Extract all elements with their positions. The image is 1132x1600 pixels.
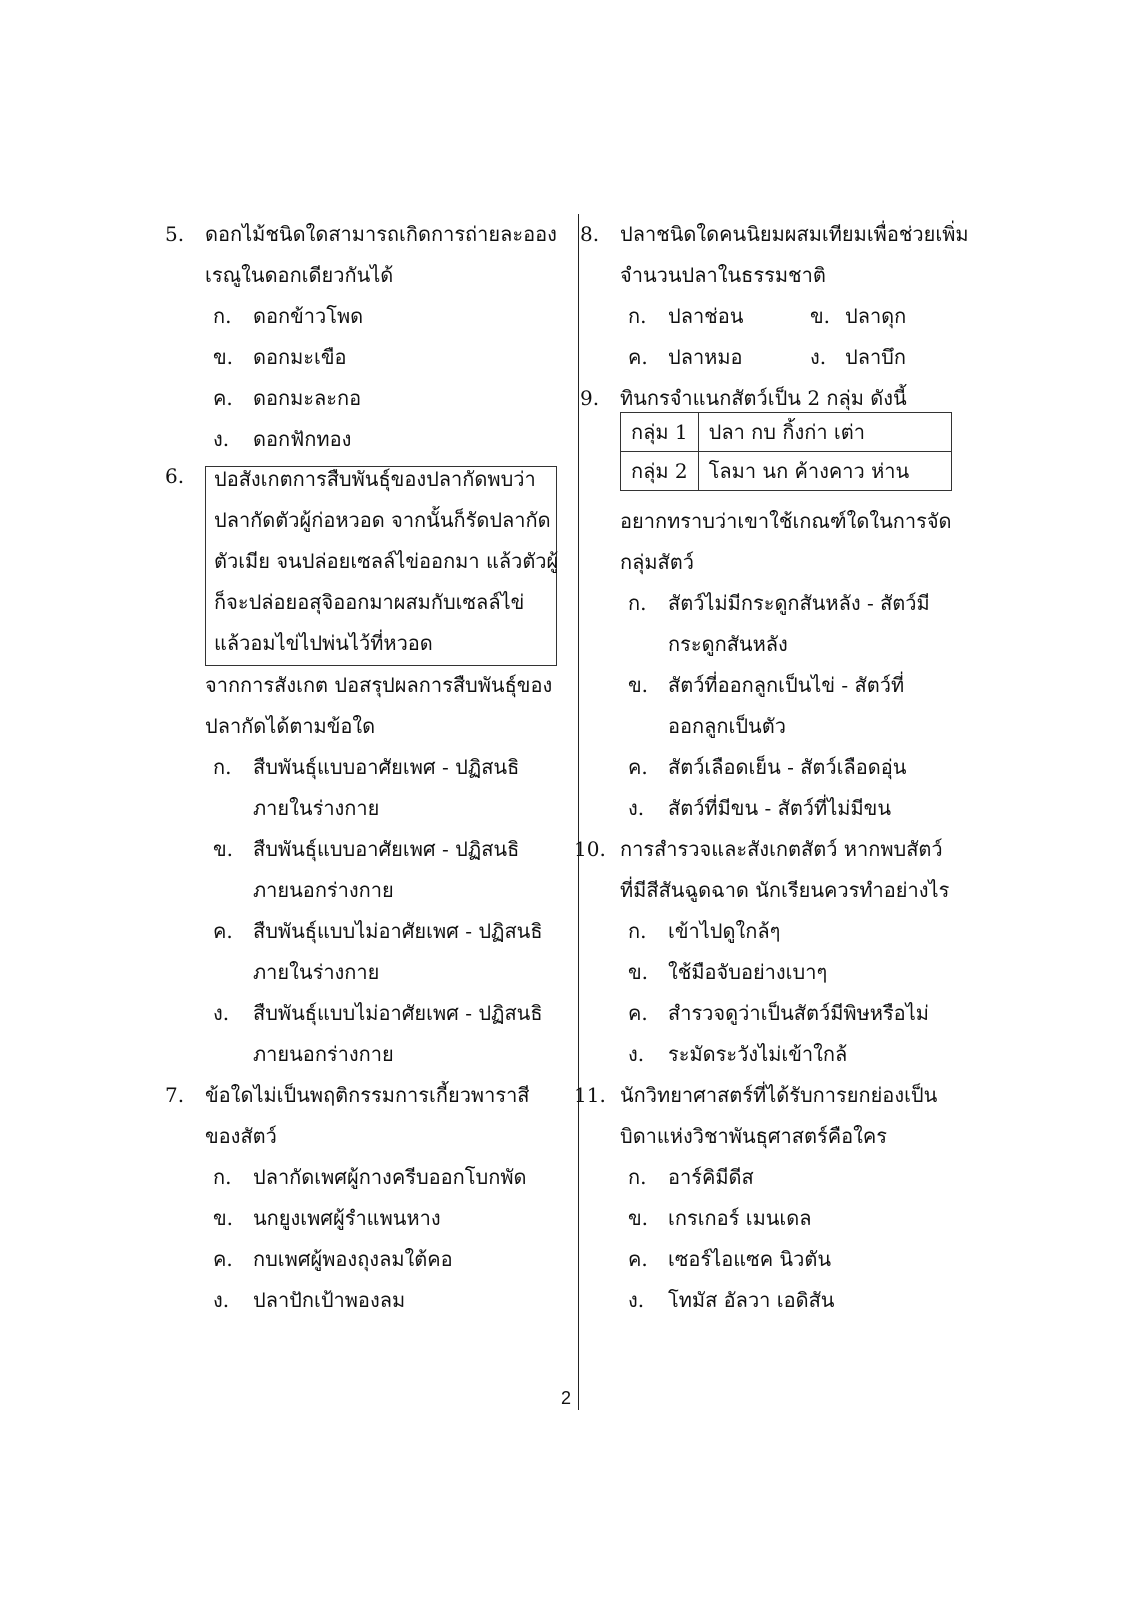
animal-group-table bbox=[620, 412, 952, 491]
question-number: 7. bbox=[165, 1083, 185, 1107]
question-stem: การสำรวจและสังเกตสัตว์ หากพบสัตว์ bbox=[620, 837, 943, 861]
option bbox=[580, 1198, 980, 1239]
option-letter: ง. bbox=[628, 796, 645, 820]
option bbox=[580, 1280, 980, 1321]
option bbox=[165, 419, 565, 460]
option bbox=[580, 583, 980, 624]
option-pair bbox=[580, 296, 980, 337]
option-text: สำรวจดูว่าเป็นสัตว์มีพิษหรือไม่ bbox=[668, 1001, 929, 1025]
option bbox=[165, 1239, 565, 1280]
option-text: สัตว์ที่มีขน - สัตว์ที่ไม่มีขน bbox=[668, 796, 891, 820]
option-text: ภายในร่างกาย bbox=[253, 960, 380, 984]
question-number: 10. bbox=[574, 837, 606, 861]
option bbox=[580, 952, 980, 993]
option-letter: ค. bbox=[628, 345, 648, 369]
scenario-line: ปอสังเกตการสืบพันธุ์ของปลากัดพบว่า bbox=[214, 467, 536, 491]
option-letter: ค. bbox=[213, 1247, 233, 1271]
option bbox=[580, 911, 980, 952]
option-letter: ก. bbox=[213, 1165, 232, 1189]
page-number: 2 bbox=[560, 1388, 571, 1408]
option-continued bbox=[580, 706, 980, 747]
option-continued bbox=[580, 624, 980, 665]
question-8-line-1 bbox=[580, 214, 980, 255]
option-letter: ค. bbox=[628, 1247, 648, 1271]
option-letter: ค. bbox=[628, 755, 648, 779]
option-text: สัตว์ที่ออกลูกเป็นไข่ - สัตว์ที่ bbox=[668, 673, 905, 697]
right-column bbox=[574, 214, 980, 1321]
option-text: ดอกข้าวโพด bbox=[253, 304, 364, 328]
option-continued bbox=[165, 788, 565, 829]
group-members-cell: โลมา นก ค้างคาว ห่าน bbox=[698, 452, 951, 491]
table-row bbox=[621, 452, 952, 491]
option bbox=[165, 337, 565, 378]
option-letter: ค. bbox=[628, 1001, 648, 1025]
question-stem: จำนวนปลาในธรรมชาติ bbox=[620, 263, 826, 287]
question-6-stem-2 bbox=[165, 706, 565, 747]
question-7-line-2 bbox=[165, 1116, 565, 1157]
option-letter: ข. bbox=[628, 673, 649, 697]
option-text: ปลาช่อน bbox=[668, 304, 744, 328]
question-stem: ข้อใดไม่เป็นพฤติกรรมการเกี้ยวพาราสี bbox=[205, 1083, 530, 1107]
option-text: สืบพันธุ์แบบไม่อาศัยเพศ - ปฏิสนธิ bbox=[253, 1001, 543, 1025]
option-letter: ง. bbox=[628, 1288, 645, 1312]
question-stem: กลุ่มสัตว์ bbox=[620, 550, 694, 574]
option bbox=[580, 1157, 980, 1198]
question-stem: จากการสังเกต ปอสรุปผลการสืบพันธุ์ของ bbox=[205, 673, 553, 697]
option-text: ภายนอกร่างกาย bbox=[253, 878, 394, 902]
option-letter: ง. bbox=[213, 1288, 230, 1312]
option-continued bbox=[165, 1034, 565, 1075]
question-stem: บิดาแห่งวิชาพันธุศาสตร์คือใคร bbox=[620, 1124, 887, 1148]
option-continued bbox=[165, 870, 565, 911]
question-stem: ของสัตว์ bbox=[205, 1124, 277, 1148]
option-text: สัตว์เลือดเย็น - สัตว์เลือดอุ่น bbox=[668, 755, 907, 779]
option bbox=[580, 993, 980, 1034]
option-letter: ข. bbox=[213, 837, 234, 861]
option-letter: ง. bbox=[213, 427, 230, 451]
group-members-cell: ปลา กบ กิ้งก่า เต่า bbox=[698, 413, 951, 452]
option-letter: ก. bbox=[628, 304, 647, 328]
question-stem: ปลากัดได้ตามข้อใด bbox=[205, 714, 376, 738]
group-name-cell: กลุ่ม 2 bbox=[621, 452, 699, 491]
option bbox=[165, 911, 565, 952]
option-letter: ค. bbox=[213, 919, 233, 943]
option-text: ปลาบึก bbox=[845, 345, 906, 369]
option bbox=[165, 829, 565, 870]
option-text: อาร์คิมีดีส bbox=[668, 1165, 754, 1189]
option-text: เซอร์ไอแซค นิวตัน bbox=[668, 1247, 831, 1271]
option-letter: ข. bbox=[628, 1206, 649, 1230]
question-number: 8. bbox=[580, 222, 600, 246]
left-column bbox=[165, 214, 565, 1321]
scenario-line: ก็จะปล่อยอสุจิออกมาผสมกับเซลล์ไข่ bbox=[214, 590, 525, 614]
question-stem: นักวิทยาศาสตร์ที่ได้รับการยกย่องเป็น bbox=[620, 1083, 938, 1107]
option-letter: ก. bbox=[628, 591, 647, 615]
option bbox=[165, 993, 565, 1034]
option-letter: ง. bbox=[213, 1001, 230, 1025]
option-text: ระมัดระวังไม่เข้าใกล้ bbox=[668, 1042, 848, 1066]
question-8-line-2 bbox=[580, 255, 980, 296]
option-text: ภายนอกร่างกาย bbox=[253, 1042, 394, 1066]
question-11-line-2 bbox=[580, 1116, 980, 1157]
option bbox=[580, 1034, 980, 1075]
option-text: ดอกมะละกอ bbox=[253, 386, 362, 410]
option-letter: ข. bbox=[628, 960, 649, 984]
option-letter: ข. bbox=[213, 345, 234, 369]
option-text: สืบพันธุ์แบบไม่อาศัยเพศ - ปฏิสนธิ bbox=[253, 919, 543, 943]
option-text: นกยูงเพศผู้รำแพนหาง bbox=[253, 1206, 441, 1230]
question-5-line-1 bbox=[165, 214, 565, 255]
option-text: ใช้มือจับอย่างเบาๆ bbox=[668, 960, 828, 984]
option-text: ออกลูกเป็นตัว bbox=[668, 714, 786, 738]
option-text: สัตว์ไม่มีกระดูกสันหลัง - สัตว์มี bbox=[668, 591, 930, 615]
option bbox=[165, 1157, 565, 1198]
question-number: 11. bbox=[574, 1083, 606, 1107]
option-letter: ข. bbox=[213, 1206, 234, 1230]
option bbox=[580, 747, 980, 788]
option-text: ปลาดุก bbox=[845, 304, 907, 328]
question-6-number: 6. bbox=[165, 464, 185, 488]
scenario-line: แล้วอมไข่ไปพ่นไว้ที่หวอด bbox=[214, 631, 433, 655]
option-text: สืบพันธุ์แบบอาศัยเพศ - ปฏิสนธิ bbox=[253, 837, 520, 861]
question-number: 5. bbox=[165, 222, 185, 246]
question-6-stem-1 bbox=[165, 665, 565, 706]
question-7-line-1 bbox=[165, 1075, 565, 1116]
option-text: ปลาปักเป้าพองลม bbox=[253, 1288, 406, 1312]
question-11-line-1 bbox=[574, 1075, 980, 1116]
question-stem: ที่มีสีสันฉูดฉาด นักเรียนควรทำอย่างไร bbox=[620, 878, 950, 902]
scenario-box bbox=[205, 466, 557, 666]
option-text: ปลาหมอ bbox=[668, 345, 743, 369]
table-row bbox=[621, 413, 952, 452]
option-text: เกรเกอร์ เมนเดล bbox=[668, 1206, 812, 1230]
option bbox=[165, 378, 565, 419]
option-text: โทมัส อัลวา เอดิสัน bbox=[668, 1288, 835, 1312]
group-name-cell: กลุ่ม 1 bbox=[621, 413, 699, 452]
option-letter: ค. bbox=[213, 386, 233, 410]
option-text: ปลากัดเพศผู้กางครีบออกโบกพัด bbox=[253, 1165, 527, 1189]
option-text: ภายในร่างกาย bbox=[253, 796, 380, 820]
question-10-line-2 bbox=[580, 870, 980, 911]
option-text: ดอกฟักทอง bbox=[253, 427, 352, 451]
question-stem: ปลาชนิดใดคนนิยมผสมเทียมเพื่อช่วยเพิ่ม bbox=[620, 222, 969, 246]
option-letter: ง. bbox=[810, 345, 827, 369]
option-text: กบเพศผู้พองถุงลมใต้คอ bbox=[253, 1247, 453, 1271]
question-stem: อยากทราบว่าเขาใช้เกณฑ์ใดในการจัด bbox=[620, 509, 952, 533]
question-number: 9. bbox=[580, 386, 600, 410]
option-text: เข้าไปดูใกล้ๆ bbox=[668, 919, 781, 943]
option-text: ดอกมะเขือ bbox=[253, 345, 347, 369]
column-divider bbox=[578, 214, 579, 1410]
option bbox=[580, 788, 980, 829]
question-stem: เรณูในดอกเดียวกันได้ bbox=[205, 263, 394, 287]
question-stem: ทินกรจำแนกสัตว์เป็น 2 กลุ่ม ดังนี้ bbox=[620, 386, 907, 410]
question-10-line-1 bbox=[574, 829, 980, 870]
option-letter: ข. bbox=[810, 304, 831, 328]
option-text: สืบพันธุ์แบบอาศัยเพศ - ปฏิสนธิ bbox=[253, 755, 520, 779]
option-continued bbox=[165, 952, 565, 993]
option-letter: ก. bbox=[628, 1165, 647, 1189]
option bbox=[580, 1239, 980, 1280]
scenario-line: ปลากัดตัวผู้ก่อหวอด จากนั้นก็รัดปลากัด bbox=[214, 508, 551, 532]
question-9-after-1 bbox=[580, 501, 980, 542]
question-9-after-2 bbox=[580, 542, 980, 583]
option-text: กระดูกสันหลัง bbox=[668, 632, 788, 656]
option-letter: ก. bbox=[213, 755, 232, 779]
option bbox=[165, 1280, 565, 1321]
option-letter: ก. bbox=[213, 304, 232, 328]
question-5-line-2 bbox=[165, 255, 565, 296]
question-stem: ดอกไม้ชนิดใดสามารถเกิดการถ่ายละออง bbox=[205, 222, 557, 246]
option bbox=[580, 665, 980, 706]
scenario-line: ตัวเมีย จนปล่อยเซลล์ไข่ออกมา แล้วตัวผู้ bbox=[214, 549, 559, 573]
option-letter: ง. bbox=[628, 1042, 645, 1066]
option-pair bbox=[580, 337, 980, 378]
option bbox=[165, 296, 565, 337]
option bbox=[165, 747, 565, 788]
option bbox=[165, 1198, 565, 1239]
option-letter: ก. bbox=[628, 919, 647, 943]
